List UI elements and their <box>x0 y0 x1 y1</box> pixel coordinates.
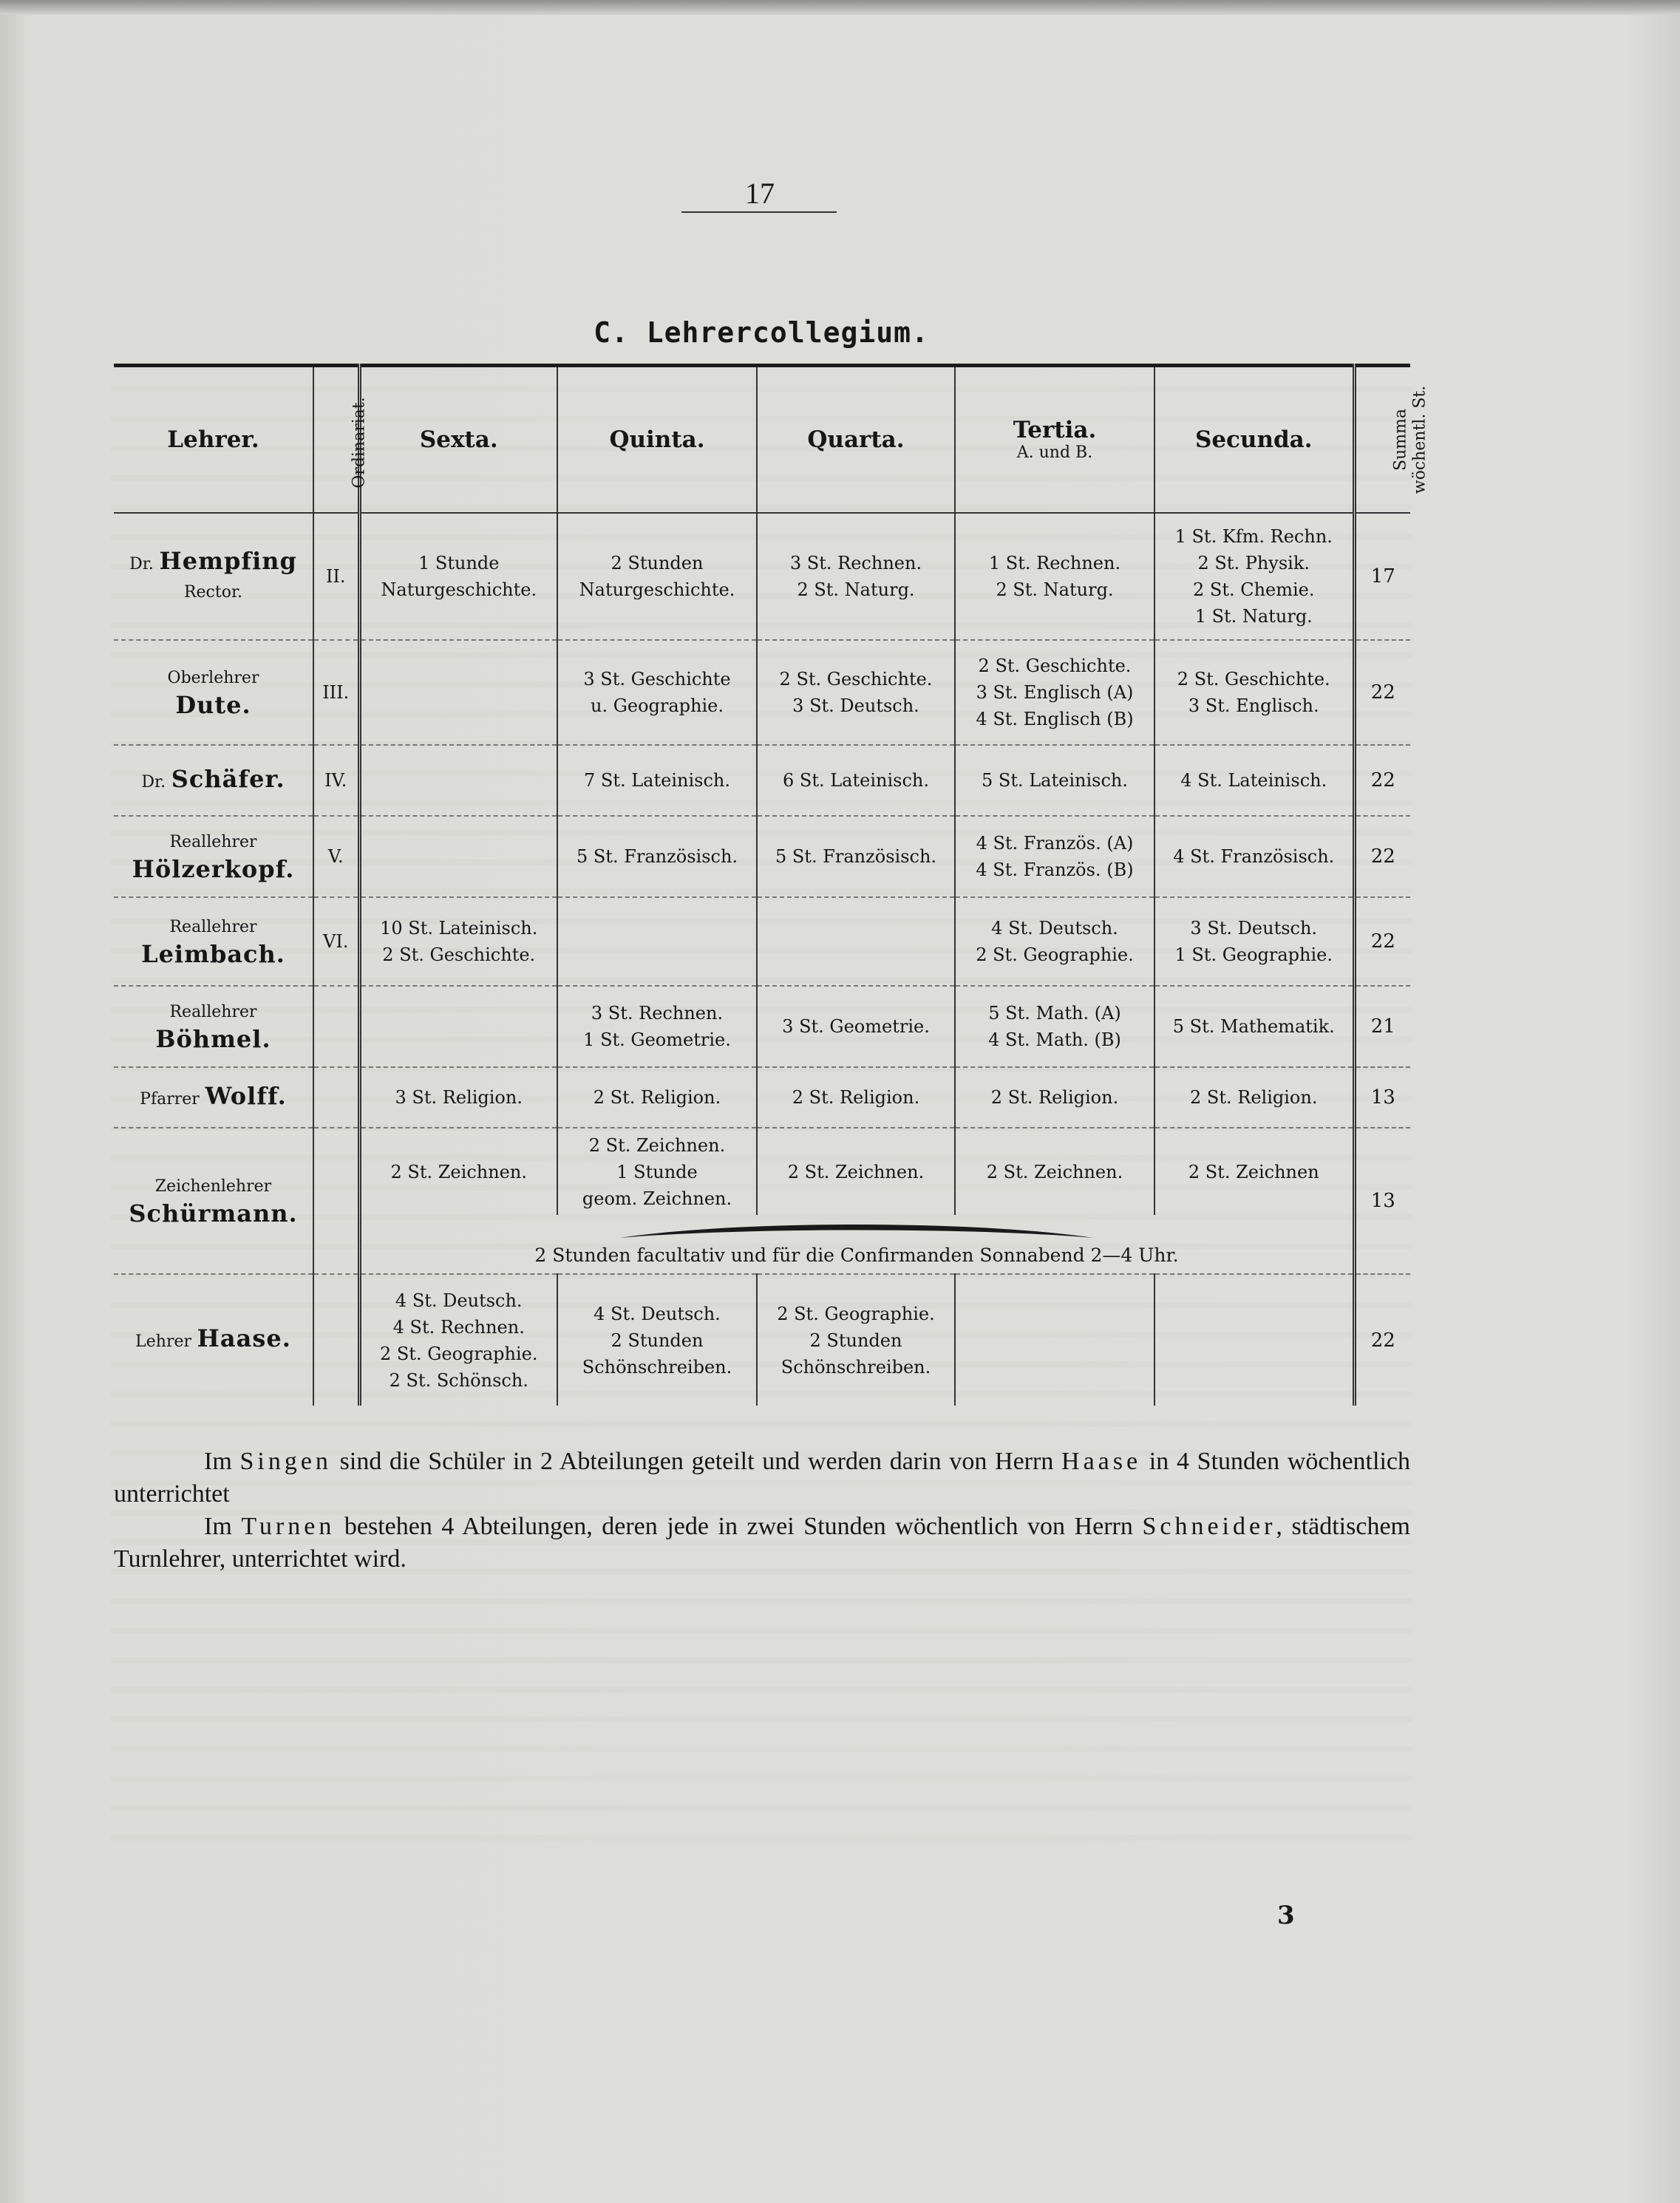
table-row <box>114 816 1410 897</box>
tertia-cell: 5 St. Math. (A) 4 St. Math. (B) <box>955 986 1154 1067</box>
teacher-cell: Reallehrer Leimbach. <box>114 897 313 986</box>
table-row <box>114 1274 1410 1406</box>
gymnastics-paragraph: Im Turnen bestehen 4 Abteilungen, deren jede in zwei Stunden wöchentlich von Herrn Schneider, städtischem Turnlehrer, unterrichtet wird. <box>114 1513 1410 1573</box>
summa-cell: 17 <box>1354 513 1410 640</box>
quarta-cell: 3 St. Geometrie. <box>757 986 955 1067</box>
secunda-cell: 3 St. Deutsch. 1 St. Geographie. <box>1154 897 1354 986</box>
summa-cell: 22 <box>1354 897 1410 986</box>
ordinariat-cell: II. <box>313 513 359 640</box>
page-number-rule <box>681 211 837 213</box>
ordinariat-cell <box>313 986 359 1067</box>
page-number: 17 <box>745 177 775 210</box>
table-row <box>114 897 1410 986</box>
quarta-cell: 2 St. Religion. <box>757 1067 955 1128</box>
summa-cell: 22 <box>1370 1329 1395 1352</box>
quarta-cell: 3 St. Rechnen. 2 St. Naturg. <box>757 513 955 640</box>
header-tertia: Tertia. A. und B. <box>955 366 1154 514</box>
ordinariat-cell <box>313 1274 359 1406</box>
table-row <box>114 1067 1410 1128</box>
section-heading: C. Lehrercollegium. <box>594 316 929 349</box>
table-row <box>114 745 1410 816</box>
sexta-cell <box>359 640 557 745</box>
ordinariat-cell <box>313 1128 359 1215</box>
quinta-cell: 3 St. Geschichte u. Geographie. <box>557 640 757 745</box>
secunda-cell: 4 St. Lateinisch. <box>1154 745 1354 816</box>
tertia-cell: 2 St. Zeichnen. <box>955 1128 1154 1215</box>
secunda-cell: 4 St. Französisch. <box>1154 816 1354 897</box>
sexta-cell: 10 St. Lateinisch. 2 St. Geschichte. <box>359 897 557 986</box>
faculty-note-cell <box>359 1215 1354 1274</box>
summa-cell: 13 <box>1354 1128 1410 1274</box>
header-secunda: Secunda. <box>1154 366 1354 514</box>
secunda-cell <box>1154 1274 1354 1406</box>
secunda-cell: 2 St. Zeichnen <box>1154 1128 1354 1215</box>
header-lehrer: Lehrer. <box>114 366 313 514</box>
teacher-cell: Oberlehrer Dute. <box>114 640 313 745</box>
teacher-table <box>114 364 1429 1406</box>
sexta-cell: 1 Stunde Naturgeschichte. <box>359 513 557 640</box>
quarta-cell: 2 St. Geschichte. 3 St. Deutsch. <box>757 640 955 745</box>
table-row <box>114 513 1410 640</box>
singing-paragraph: Im Singen sind die Schüler in 2 Abteilungen geteilt und werden darin von Herrn Haase in 4 Stunden wöchentlich unterrichtet <box>114 1448 1410 1508</box>
summa-cell: 22 <box>1354 745 1410 816</box>
secunda-cell: 2 St. Geschichte. 3 St. Englisch. <box>1154 640 1354 745</box>
quinta-cell: 5 St. Französisch. <box>557 816 757 897</box>
tertia-cell: 2 St. Geschichte. 3 St. Englisch (A) 4 St. Englisch (B) <box>955 640 1154 745</box>
teacher-cell: Pfarrer Wolff. <box>114 1067 313 1128</box>
header-quarta: Quarta. <box>757 366 955 514</box>
summa-cell: 22 <box>1354 816 1410 897</box>
quarta-cell: 2 St. Geographie. 2 Stunden Schönschreiben. <box>757 1274 955 1406</box>
secunda-cell: 2 St. Religion. <box>1154 1067 1354 1128</box>
teacher-cell: Reallehrer Böhmel. <box>114 986 313 1067</box>
sexta-cell: 2 St. Zeichnen. <box>359 1128 557 1215</box>
ordinariat-cell: V. <box>313 816 359 897</box>
sexta-cell: 3 St. Religion. <box>359 1067 557 1128</box>
header-ordinariat: Ordinariat. <box>313 366 359 514</box>
table-row <box>114 986 1410 1067</box>
header-sexta: Sexta. <box>359 366 557 514</box>
quarta-cell: 5 St. Französisch. <box>757 816 955 897</box>
header-summa: Summa wöchentl. St. <box>1354 366 1410 514</box>
quarta-cell: 6 St. Lateinisch. <box>757 745 955 816</box>
ordinariat-cell: IV. <box>313 745 359 816</box>
ordinariat-cell <box>313 1215 359 1274</box>
quarta-cell <box>757 897 955 986</box>
table-row <box>114 1128 1410 1215</box>
summa-cell: 22 <box>1354 640 1410 745</box>
swash-ornament <box>620 1220 1093 1242</box>
teacher-cell: Dr. Schäfer. <box>114 745 313 816</box>
faculty-note: 2 Stunden facultativ und für die Confirmanden Sonnabend 2—4 Uhr. <box>534 1244 1179 1266</box>
secunda-cell: 1 St. Kfm. Rechn. 2 St. Physik. 2 St. Chemie. 1 St. Naturg. <box>1154 513 1354 640</box>
sexta-cell <box>359 816 557 897</box>
binding-shadow <box>0 0 1680 15</box>
quinta-cell: 2 St. Religion. <box>557 1067 757 1128</box>
signature-mark: 3 <box>1277 1901 1295 1930</box>
tertia-cell: 1 St. Rechnen. 2 St. Naturg. <box>955 513 1154 640</box>
teacher-cell: Zeichenlehrer Schürmann. <box>114 1128 313 1274</box>
quinta-cell: 2 Stunden Naturgeschichte. <box>557 513 757 640</box>
tertia-cell: 2 St. Religion. <box>955 1067 1154 1128</box>
teacher-cell: Dr. Hempfing Rector. <box>114 513 313 640</box>
secunda-cell: 5 St. Mathematik. <box>1154 986 1354 1067</box>
table-header-row <box>114 366 1410 514</box>
ordinariat-cell <box>313 1067 359 1128</box>
quinta-cell <box>557 897 757 986</box>
tertia-cell <box>955 1274 1154 1406</box>
quinta-cell: 3 St. Rechnen. 1 St. Geometrie. <box>557 986 757 1067</box>
quinta-cell: 2 St. Zeichnen. 1 Stunde geom. Zeichnen. <box>557 1128 757 1215</box>
quarta-cell: 2 St. Zeichnen. <box>757 1128 955 1215</box>
summa-cell: 13 <box>1354 1067 1410 1128</box>
sexta-cell <box>359 745 557 816</box>
sexta-cell: 4 St. Deutsch. 4 St. Rechnen. 2 St. Geographie. 2 St. Schönsch. <box>359 1274 557 1406</box>
tertia-cell: 4 St. Deutsch. 2 St. Geographie. <box>955 897 1154 986</box>
summa-cell: 21 <box>1354 986 1410 1067</box>
quinta-cell: 4 St. Deutsch. 2 Stunden Schönschreiben. <box>557 1274 757 1406</box>
ordinariat-cell: VI. <box>313 897 359 986</box>
ordinariat-cell: III. <box>313 640 359 745</box>
tertia-cell: 4 St. Französ. (A) 4 St. Französ. (B) <box>955 816 1154 897</box>
quinta-cell: 7 St. Lateinisch. <box>557 745 757 816</box>
teacher-cell: Lehrer Haase. <box>114 1274 313 1406</box>
sexta-cell <box>359 986 557 1067</box>
teacher-cell: Reallehrer Hölzerkopf. <box>114 816 313 897</box>
header-quinta: Quinta. <box>557 366 757 514</box>
table-row <box>114 640 1410 745</box>
tertia-cell: 5 St. Lateinisch. <box>955 745 1154 816</box>
